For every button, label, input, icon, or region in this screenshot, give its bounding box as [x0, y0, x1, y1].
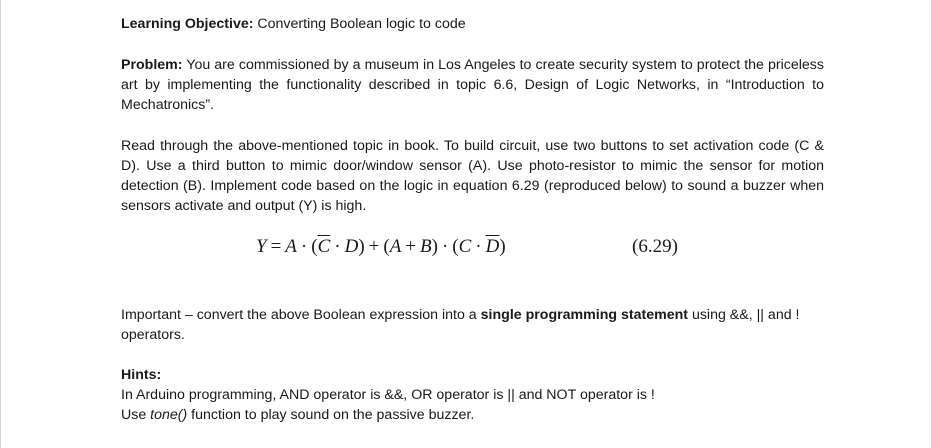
important-bold: single programming statement: [480, 307, 688, 323]
problem-paragraph: [121, 55, 824, 115]
hints-line-1: In Arduino programming, AND operator is &&, OR operator is || and NOT operator is !: [121, 387, 655, 403]
boolean-equation: [256, 234, 696, 264]
equation-expression: $Y = A \cdot (\overline{C} \cdot D) + (A + B) \cdot (C \cdot \overline{D})$: [256, 236, 506, 257]
d-bar: $\overline{D}$: [485, 236, 500, 257]
important-suffix: using &&, || and ! operators.: [121, 307, 800, 343]
problem-text: You are commissioned by a museum in Los Angeles to create security system to protect the priceless art by implementing the functionality described in topic 6.6, Design of Logic Networks, in “Introduction to Mechatronics”.: [121, 57, 824, 113]
important-paragraph: [121, 305, 824, 345]
equation-number: (6.29): [632, 236, 678, 257]
instructions-paragraph: Read through the above-mentioned topic in book. To build circuit, use two buttons to set activation code (C & D). Use a third button to mimic door/window sensor (A). Use photo-resistor to mimic the sensor for motion detection (B). Implement code based on the logic in equation 6.29 (reproduced below) to sound a buzzer when sensors activate and output (Y) is high.: [121, 138, 824, 214]
objective-label: Learning Objective:: [121, 16, 254, 32]
c-bar: $\overline{C}$: [317, 236, 331, 257]
objective-text: Converting Boolean logic to code: [253, 16, 466, 32]
hints-line-2: Use tone() function to play sound on the passive buzzer.: [121, 407, 475, 423]
learning-objective: [121, 14, 824, 34]
hints-section: [121, 365, 824, 425]
important-prefix: Important – convert the above Boolean expression into a: [121, 307, 481, 323]
hints-title: Hints:: [121, 367, 162, 383]
problem-label: Problem:: [121, 57, 183, 73]
